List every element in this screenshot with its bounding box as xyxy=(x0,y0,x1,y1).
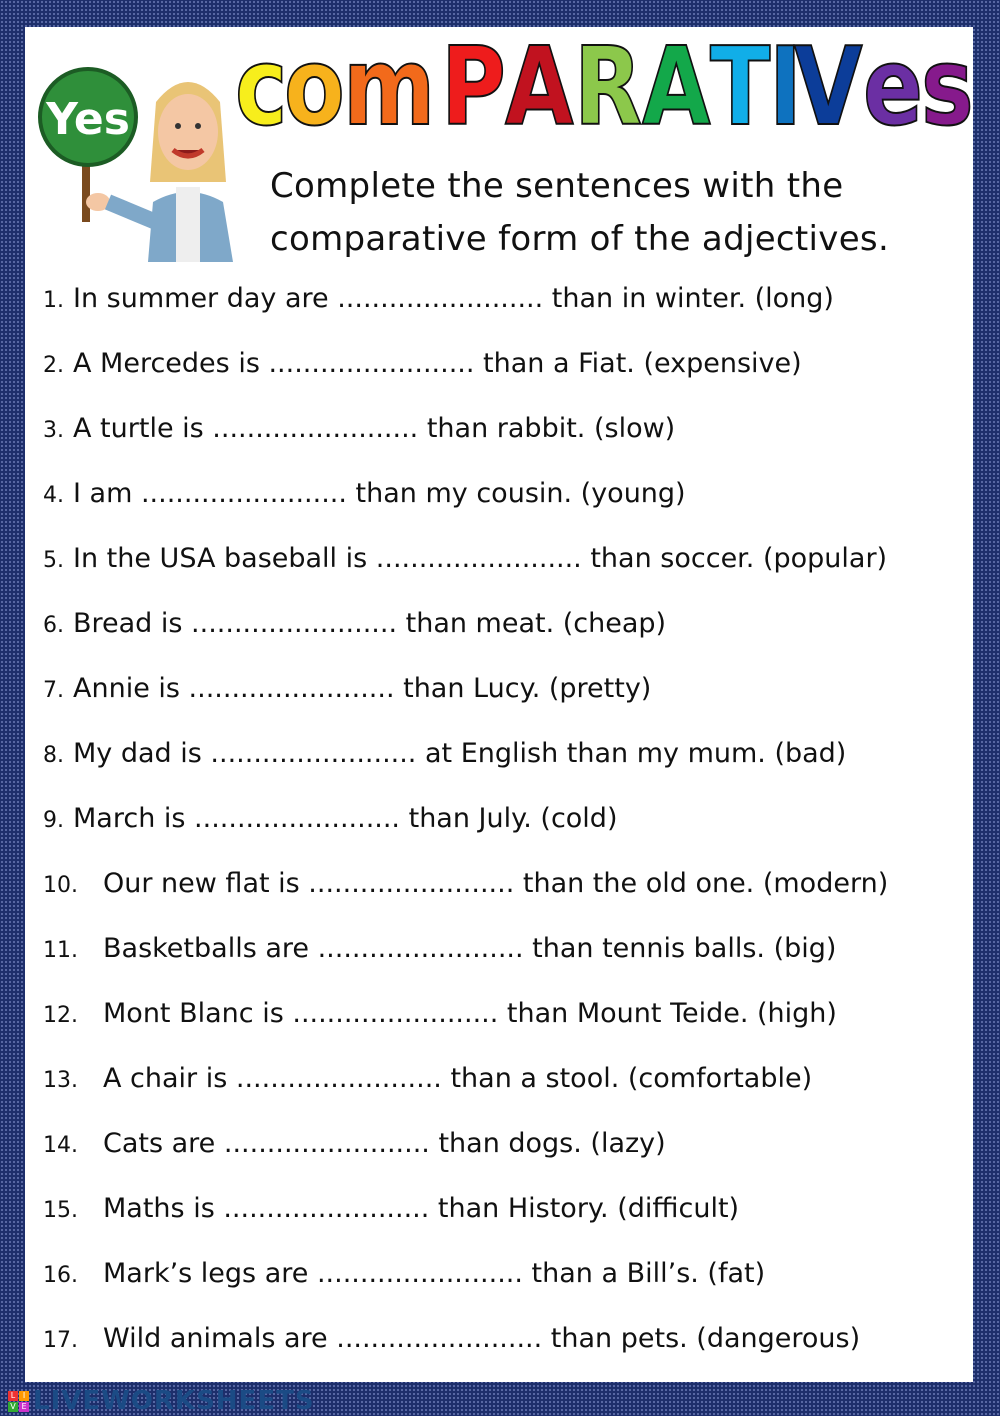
item-sentence[interactable]: Bread is ........................ than meat. (cheap) xyxy=(73,608,667,639)
title-letter: A xyxy=(504,25,571,150)
item-number: 17. xyxy=(43,1328,78,1353)
item-sentence[interactable]: Mont Blanc is ........................ than Mount Teide. (high) xyxy=(103,998,837,1029)
item-number: 16. xyxy=(43,1263,78,1288)
exercise-item xyxy=(43,348,802,379)
item-sentence[interactable]: I am ........................ than my cousin. (young) xyxy=(73,478,686,509)
item-sentence[interactable]: My dad is ........................ at English than my mum. (bad) xyxy=(73,738,847,769)
exercise-item xyxy=(43,478,686,509)
exercise-item xyxy=(43,1193,739,1224)
exercise-item xyxy=(43,803,617,834)
exercise-item xyxy=(43,283,834,314)
item-number: 14. xyxy=(43,1133,78,1158)
exercise-item xyxy=(43,673,651,704)
item-sentence[interactable]: Cats are ........................ than dogs. (lazy) xyxy=(103,1128,666,1159)
liveworksheets-logo: L I V E LIVEWORKSHEETS xyxy=(8,1386,315,1416)
item-number: 1. xyxy=(43,288,64,313)
title-letter: A xyxy=(641,25,707,150)
brand-name: LIVEWORKSHEETS xyxy=(33,1386,315,1416)
item-number: 3. xyxy=(43,418,64,443)
title-letter: I xyxy=(768,25,799,150)
item-number: 13. xyxy=(43,1068,78,1093)
item-number: 6. xyxy=(43,613,64,638)
title-letter: V xyxy=(794,25,860,150)
item-sentence[interactable]: Mark’s legs are ........................ than a Bill’s. (fat) xyxy=(103,1258,766,1289)
exercise-item xyxy=(43,413,675,444)
item-sentence[interactable]: Basketballs are ........................ than tennis balls. (big) xyxy=(103,933,837,964)
exercise-item xyxy=(43,868,888,899)
instruction-line: Complete the sentences with the xyxy=(270,166,844,206)
item-number: 12. xyxy=(43,1003,78,1028)
instruction-line: comparative form of the adjectives. xyxy=(270,219,890,259)
title-letter: c xyxy=(235,25,285,150)
exercise-item xyxy=(43,738,846,769)
item-number: 8. xyxy=(43,743,64,768)
sign-text: Yes xyxy=(46,94,130,145)
title-letter: P xyxy=(440,25,503,150)
title-letter: o xyxy=(284,25,342,150)
exercise-item xyxy=(43,933,836,964)
title-letter: R xyxy=(573,25,639,150)
instructions xyxy=(270,160,889,266)
exercise-item xyxy=(43,1323,860,1354)
item-sentence[interactable]: A turtle is ........................ than rabbit. (slow) xyxy=(73,413,676,444)
item-sentence[interactable]: Annie is ........................ than Lucy. (pretty) xyxy=(73,673,652,704)
exercise-item xyxy=(43,608,666,639)
item-sentence[interactable]: Our new flat is ........................ than the old one. (modern) xyxy=(103,868,889,899)
item-sentence[interactable]: A Mercedes is ........................ than a Fiat. (expensive) xyxy=(73,348,802,379)
item-sentence[interactable]: Wild animals are ........................ than pets. (dangerous) xyxy=(103,1323,861,1354)
item-number: 7. xyxy=(43,678,64,703)
exercise-item xyxy=(43,1258,765,1289)
exercise-item xyxy=(43,998,837,1029)
title-letter: T xyxy=(710,25,768,150)
item-number: 2. xyxy=(43,353,64,378)
avatar-holding-yes-sign xyxy=(38,62,238,262)
item-sentence[interactable]: In summer day are ........................ than in winter. (long) xyxy=(73,283,834,314)
item-number: 11. xyxy=(43,938,78,963)
item-sentence[interactable]: Maths is ........................ than History. (difficult) xyxy=(103,1193,740,1224)
exercise-item xyxy=(43,1063,812,1094)
item-number: 4. xyxy=(43,483,64,508)
exercise-item xyxy=(43,1128,666,1159)
item-sentence[interactable]: In the USA baseball is ........................ than soccer. (popular) xyxy=(73,543,888,574)
item-sentence[interactable]: A chair is ........................ than a stool. (comfortable) xyxy=(103,1063,813,1094)
item-sentence[interactable]: March is ........................ than July. (cold) xyxy=(73,803,618,834)
item-number: 15. xyxy=(43,1198,78,1223)
page-title xyxy=(235,25,971,150)
title-letter: s xyxy=(921,25,971,150)
item-number: 9. xyxy=(43,808,64,833)
item-number: 5. xyxy=(43,548,64,573)
title-letter: e xyxy=(862,25,920,150)
item-number: 10. xyxy=(43,873,78,898)
title-letter: m xyxy=(343,25,433,150)
exercise-item xyxy=(43,543,887,574)
